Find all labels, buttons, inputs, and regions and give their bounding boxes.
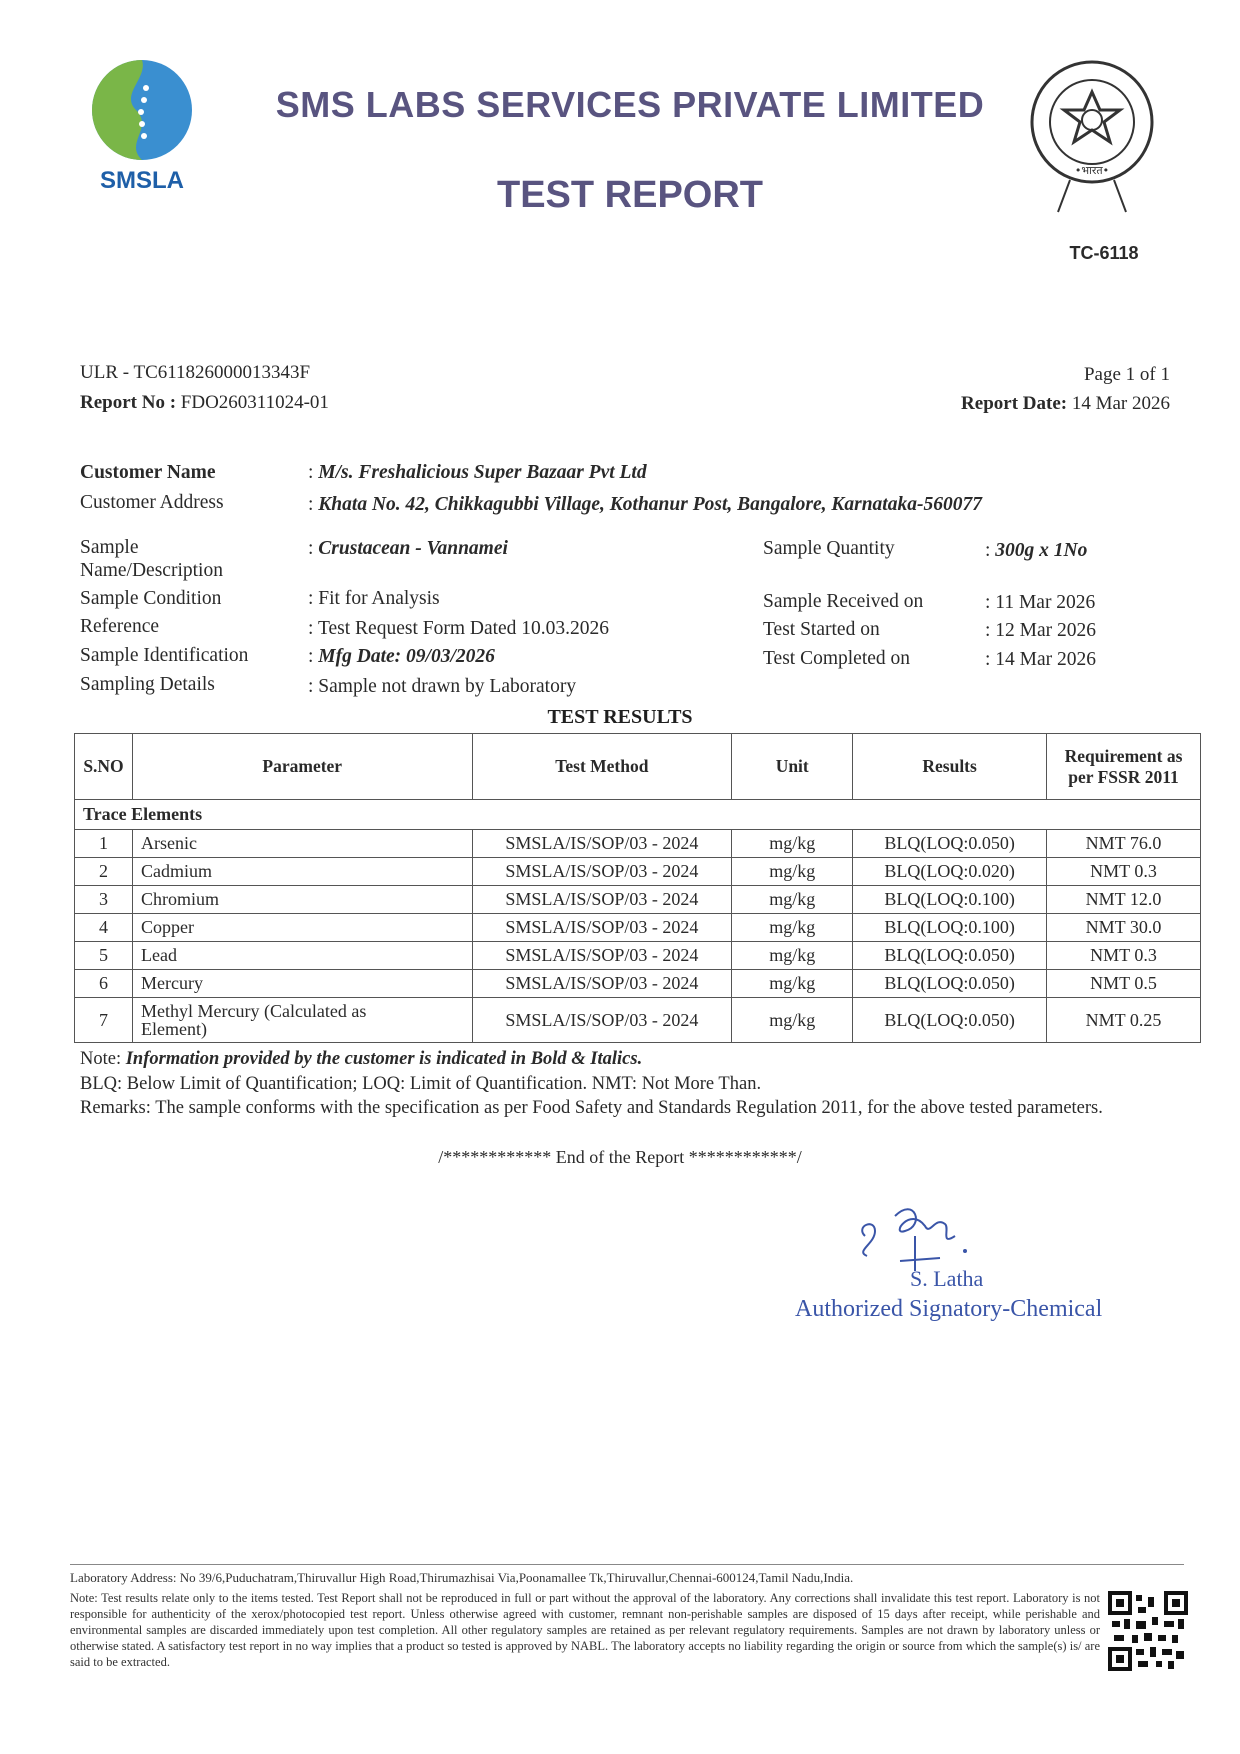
test-completed-label: Test Completed on	[763, 648, 911, 669]
cell-requirement: NMT 0.3	[1047, 858, 1201, 886]
blq-definition: BLQ: Below Limit of Quantification; LOQ: Limit of Quantification. NMT: Not More Than.	[80, 1074, 762, 1094]
cell-result: BLQ(LOQ:0.020)	[853, 858, 1047, 886]
qr-code-icon	[1108, 1591, 1188, 1671]
cell-method: SMSLA/IS/SOP/03 - 2024	[472, 830, 732, 858]
lab-address: Laboratory Address: No 39/6,Puduchatram,Thiruvallur High Road,Thirumazhisai Via,Poonamallee Tk,Thiruvallur,Chennai-600124,Tamil Nadu,India.	[70, 1570, 854, 1585]
cell-parameter: Mercury	[132, 970, 472, 998]
cell-requirement: NMT 0.5	[1047, 970, 1201, 998]
end-of-report: /************ End of the Report ************/	[438, 1147, 802, 1167]
table-row	[75, 914, 1201, 942]
column-header-parameter: Parameter	[132, 734, 472, 800]
cell-result: BLQ(LOQ:0.050)	[853, 998, 1047, 1043]
customer-address: : Khata No. 42, Chikkagubbi Village, Kothanur Post, Bangalore, Karnataka-560077	[308, 494, 982, 515]
report-number-label: Report No :	[80, 392, 177, 413]
sample-received-label: Sample Received on	[763, 591, 924, 612]
note-prefix: Note:	[80, 1049, 122, 1069]
column-header-results: Results	[853, 734, 1047, 800]
footer-disclaimer: Note: Test results relate only to the items tested. Test Report shall not be reproduced in full or part without the approval of the laboratory. Any corrections shall invalidate this test report. Laboratory is not responsible for authenticity of the xerox/photocopied test report. Unless otherwise agreed with customer, remnant non-perishable samples are disposed of 15 days after receipt, while perishable and environmental samples are discarded immediately upon test completion. All other regulatory samples are retained as per relevant regulatory requirements. Samples are not drawn by laboratory unless or otherwise stated. A satisfactory test report in no way implies that a product so tested is approved by NABL. The laboratory accepts no liability regarding the origin or source from which the sample(s) is/ are said to be extracted.	[70, 1591, 1100, 1669]
cell-unit: mg/kg	[732, 970, 853, 998]
cell-sno: 2	[75, 858, 133, 886]
sampling-details-label: Sampling Details	[80, 674, 215, 695]
table-row	[75, 970, 1201, 998]
company-name: SMS LABS SERVICES PRIVATE LIMITED	[275, 84, 985, 125]
column-header-requirement: Requirement as per FSSR 2011	[1047, 734, 1201, 800]
cell-method: SMSLA/IS/SOP/03 - 2024	[472, 998, 732, 1043]
cell-unit: mg/kg	[732, 858, 853, 886]
table-row	[75, 998, 1201, 1043]
ulr-number: ULR - TC611826000013343F	[80, 362, 311, 383]
cell-sno: 5	[75, 942, 133, 970]
report-number-value: FDO260311024-01	[180, 392, 329, 413]
customer-info-note	[80, 1049, 642, 1070]
report-date-value: 14 Mar 2026	[1071, 393, 1170, 414]
cell-result: BLQ(LOQ:0.050)	[853, 942, 1047, 970]
sample-received: : 11 Mar 2026	[985, 592, 1096, 613]
cell-sno: 7	[75, 998, 133, 1043]
signatory-title: Authorized Signatory-Chemical	[795, 1296, 1103, 1322]
sample-quantity-label: Sample Quantity	[763, 538, 895, 559]
cell-sno: 3	[75, 886, 133, 914]
cell-unit: mg/kg	[732, 830, 853, 858]
sample-quantity: : 300g x 1No	[985, 540, 1088, 561]
customer-name: : M/s. Freshalicious Super Bazaar Pvt Ltd	[308, 462, 647, 483]
sample-name-label	[80, 536, 223, 582]
table-row	[75, 858, 1201, 886]
table-row	[75, 886, 1201, 914]
customer-name-label: Customer Name	[80, 462, 216, 483]
logo-text: SMSLA	[100, 167, 184, 194]
table-header-row	[75, 734, 1201, 800]
sample-name: : Crustacean - Vannamei	[308, 538, 508, 559]
customer-name-value: M/s. Freshalicious Super Bazaar Pvt Ltd	[318, 462, 647, 483]
cell-unit: mg/kg	[732, 914, 853, 942]
sample-quantity-value: 300g x 1No	[995, 540, 1088, 561]
cell-parameter: Chromium	[132, 886, 472, 914]
reference-value: Test Request Form Dated 10.03.2026	[317, 618, 610, 639]
cell-requirement: NMT 76.0	[1047, 830, 1201, 858]
cell-method: SMSLA/IS/SOP/03 - 2024	[472, 886, 732, 914]
sample-identification-value: Mfg Date: 09/03/2026	[318, 646, 495, 667]
report-number	[80, 392, 329, 414]
sample-received-value: 11 Mar 2026	[995, 592, 1096, 613]
results-table	[74, 733, 1201, 1043]
table-row	[75, 830, 1201, 858]
cell-parameter: Lead	[132, 942, 472, 970]
cell-unit: mg/kg	[732, 998, 853, 1043]
sample-identification: : Mfg Date: 09/03/2026	[308, 646, 495, 667]
test-started-label: Test Started on	[763, 619, 880, 640]
sampling-details: : Sample not drawn by Laboratory	[308, 676, 577, 697]
cell-parameter: Arsenic	[132, 830, 472, 858]
tc-number: TC-6118	[1069, 243, 1139, 263]
reference-label: Reference	[80, 616, 160, 637]
remarks: Remarks: The sample conforms with the specification as per Food Safety and Standards Regulation 2011, for the above tested parameters.	[80, 1098, 1103, 1118]
cell-requirement: NMT 30.0	[1047, 914, 1201, 942]
table-group-row	[75, 800, 1201, 830]
cell-method: SMSLA/IS/SOP/03 - 2024	[472, 914, 732, 942]
sample-condition-value: Fit for Analysis	[318, 588, 440, 609]
reference: : Test Request Form Dated 10.03.2026	[308, 618, 610, 639]
cell-requirement: NMT 0.25	[1047, 998, 1201, 1043]
cell-parameter	[132, 998, 472, 1043]
test-started-value: 12 Mar 2026	[995, 620, 1097, 641]
cell-requirement: NMT 12.0	[1047, 886, 1201, 914]
cell-sno: 1	[75, 830, 133, 858]
customer-address-value: Khata No. 42, Chikkagubbi Village, Kothanur Post, Bangalore, Karnataka-560077	[318, 494, 982, 515]
cell-result: BLQ(LOQ:0.050)	[853, 970, 1047, 998]
sample-identification-label: Sample Identification	[80, 645, 249, 666]
cell-result: BLQ(LOQ:0.050)	[853, 830, 1047, 858]
cell-sno: 6	[75, 970, 133, 998]
sample-name-value: Crustacean - Vannamei	[318, 538, 508, 559]
cell-unit: mg/kg	[732, 942, 853, 970]
group-trace-elements: Trace Elements	[75, 800, 1201, 830]
column-header-unit: Unit	[732, 734, 853, 800]
test-completed-value: 14 Mar 2026	[995, 649, 1097, 670]
cell-result: BLQ(LOQ:0.100)	[853, 914, 1047, 942]
cell-sno: 4	[75, 914, 133, 942]
cell-parameter-line1: Methyl Mercury (Calculated as	[140, 1001, 367, 1021]
cell-unit: mg/kg	[732, 886, 853, 914]
sampling-details-value: Sample not drawn by Laboratory	[318, 676, 577, 697]
company-logo	[84, 58, 204, 198]
note-text: Information provided by the customer is indicated in Bold & Italics.	[125, 1049, 643, 1069]
report-title: TEST REPORT	[496, 174, 764, 216]
report-date-label: Report Date:	[961, 393, 1068, 414]
sample-condition: : Fit for Analysis	[308, 588, 440, 609]
test-completed: : 14 Mar 2026	[985, 649, 1097, 670]
sample-name-label-line2: Name/Description	[80, 560, 223, 581]
page-info: Page 1 of 1	[1083, 364, 1170, 385]
column-header-test-method: Test Method	[472, 734, 732, 800]
cell-parameter: Copper	[132, 914, 472, 942]
report-date	[961, 393, 1170, 415]
signatory-name: S. Latha	[910, 1266, 984, 1291]
signature-icon	[845, 1196, 1025, 1276]
seal-text: •भारत•	[1074, 164, 1110, 177]
sample-name-label-line1: Sample	[80, 537, 139, 558]
sample-condition-label: Sample Condition	[80, 588, 222, 609]
cell-parameter: Cadmium	[132, 858, 472, 886]
cell-requirement: NMT 0.3	[1047, 942, 1201, 970]
cell-result: BLQ(LOQ:0.100)	[853, 886, 1047, 914]
cell-method: SMSLA/IS/SOP/03 - 2024	[472, 942, 732, 970]
cell-method: SMSLA/IS/SOP/03 - 2024	[472, 858, 732, 886]
cell-method: SMSLA/IS/SOP/03 - 2024	[472, 970, 732, 998]
test-results-heading: TEST RESULTS	[547, 706, 693, 728]
column-header-sno: S.NO	[75, 734, 133, 800]
test-started: : 12 Mar 2026	[985, 620, 1097, 641]
table-row	[75, 942, 1201, 970]
customer-address-label: Customer Address	[80, 492, 224, 513]
cell-parameter-line2: Element)	[140, 1019, 207, 1039]
footer-divider	[70, 1564, 1184, 1565]
accreditation-seal-icon	[1028, 50, 1156, 235]
